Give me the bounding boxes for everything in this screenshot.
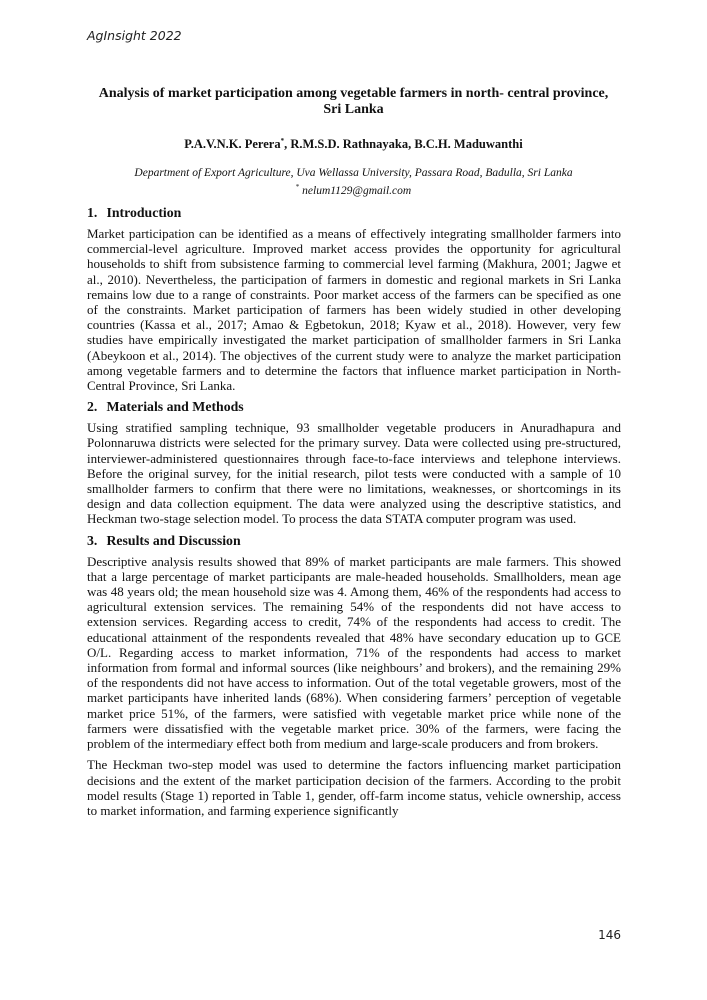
- affiliation: [80, 166, 627, 198]
- section-methods: [87, 399, 621, 526]
- author-rest: , R.M.S.D. Rathnayaka, B.C.H. Maduwanthi: [284, 137, 523, 152]
- running-header: AgInsight 2022: [87, 28, 182, 43]
- section-results: [87, 533, 621, 818]
- author-list: [80, 137, 627, 152]
- affiliation-email: nelum1129@gmail.com: [299, 184, 412, 197]
- title-line-1: Analysis of market participation among vegetable farmers in north- central province,: [98, 86, 609, 101]
- paragraph: Using stratified sampling technique, 93 smallholder vegetable producers in Anuradhapura and Polonnaruwa districts were selected for the primary survey. Data were collected using pre-structured, interviewer-administered questionnaires through face-to-face interviews and telephone interviews. Before the original survey, for the initial research, pilot tests were conducted with a sample of 10 smallholder farmers to confirm that there were no limitations, weaknesses, or shortcomings in its design and data collection equipment. The data were analyzed using the descriptive statistics, and Heckman two-stage selection model. To process the data STATA computer program was used.: [87, 420, 621, 527]
- paragraph: Market participation can be identified as a means of effectively integrating smallholder farmers into commercial-level agriculture. Improved market access provides the opportunity for agricultural households to shift from subsistence farming to commercial level farming (Makhura, 2001; Jagwe et al., 2010). Nevertheless, the participation of farmers in domestic and regional markets in Sri Lanka remains low due to a range of constraints. Poor market access of the farmers can be specified as one of the constraints. Market participation of farmers has been widely studied in other developing countries (Kassa et al., 2017; Amao & Egbetokun, 2018; Kyaw et al., 2018). However, very few studies have empirically investigated the market participation of smallholder farmers in Sri Lanka (Abeykoon et al., 2014). The objectives of the current study were to analyze the market participation among vegetable farmers and to determine the factors that influence market participation in North- Central Province, Sri Lanka.: [87, 226, 621, 394]
- paper-body: [87, 205, 621, 824]
- section-heading: [87, 399, 621, 415]
- section-title: Results and Discussion: [106, 532, 241, 548]
- page-number: 146: [598, 928, 621, 942]
- paper-title: [80, 86, 627, 118]
- section-heading: [87, 533, 621, 549]
- email-mark: *: [295, 183, 300, 191]
- affiliation-department: Department of Export Agriculture, Uva Wellassa University, Passara Road, Badulla, Sri Lanka: [134, 167, 573, 179]
- paragraph: Descriptive analysis results showed that 89% of market participants are male farmers. This showed that a large percentage of market participants are male-headed households. Smallholders, mean age was 48 years old; the mean household size was 4. Among them, 46% of the respondents had access to agricultural extension services. The remaining 54% of the respondents did not have access to extension services. Regarding access to credit, 74% of the respondents had access to credit. The educational attainment of the respondents revealed that 48% have secondary education up to GCE O/L. Regarding access to market information, 71% of the respondents had access to market information from formal and informal sources (like neighbours’ and brokers), and the remaining 29% of the respondents did not have access to information. Out of the total vegetable growers, most of the market participants have inherited lands (68%). When considering farmers’ perception of vegetable market price 51%, of the farmers, were satisfied with vegetable market price while none of the farmers were dissatisfied with the vegetable market price. 30% of the farmers, were facing the problem of the intermediary effect both from medium and large-scale producers and from brokers.: [87, 553, 621, 752]
- title-line-2: Sri Lanka: [323, 102, 384, 117]
- author-first: P.A.V.N.K. Perera: [184, 137, 281, 152]
- affiliation-email-line: [80, 180, 627, 198]
- corresponding-mark: *: [280, 137, 285, 145]
- paragraph: The Heckman two-step model was used to determine the factors influencing market participation decisions and the extent of the market participation decision of the farmers. According to the probit model results (Stage 1) reported in Table 1, gender, off-farm income status, vehicle ownership, access to market information, and farming experience significantly: [87, 757, 621, 818]
- section-introduction: [87, 205, 621, 393]
- section-number: 2.: [87, 399, 98, 415]
- section-title: Materials and Methods: [106, 399, 244, 415]
- section-number: 1.: [87, 205, 98, 220]
- section-heading: [87, 205, 621, 221]
- section-number: 3.: [87, 532, 98, 548]
- section-title: Introduction: [106, 205, 182, 220]
